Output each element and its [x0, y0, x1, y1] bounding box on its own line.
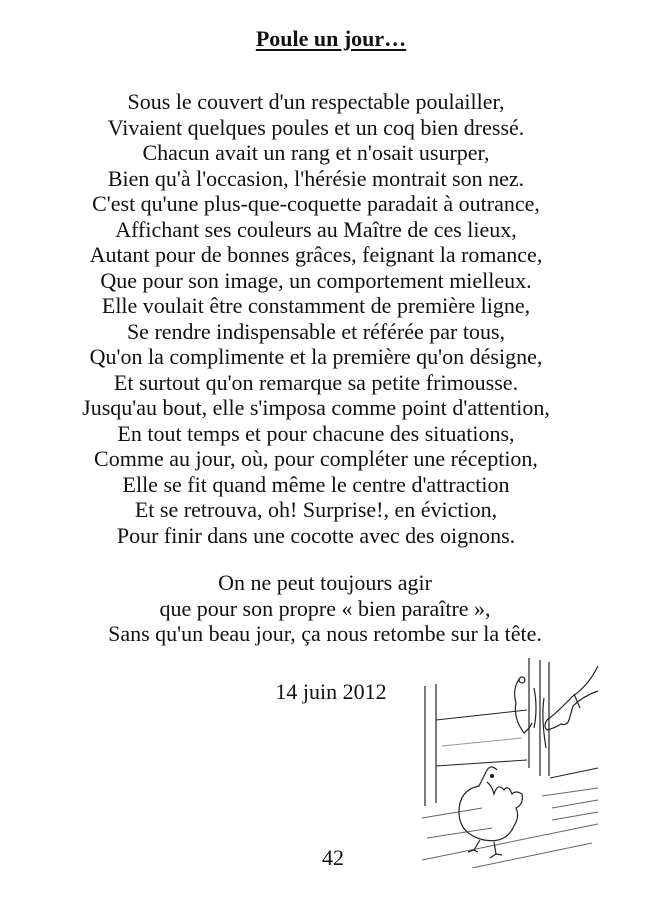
page-number: 42 [322, 845, 344, 870]
hand-with-arm [545, 666, 598, 730]
poem-title: Poule un jour… [255, 26, 407, 51]
verse-line: Jusqu'au bout, elle s'imposa comme point d'attention, [82, 395, 550, 420]
verse-line: Qu'on la complimente et la première qu'on désigne, [89, 344, 543, 369]
verse-line: En tout temps et pour chacune des situations, [117, 420, 515, 446]
verse-line: Sous le couvert d'un respectable poulailler, [127, 89, 505, 114]
verse-line: On ne peut toujours agir [218, 570, 432, 595]
fence-post-center [529, 658, 549, 776]
chicken-illustration [412, 648, 602, 868]
poem-stanza-2 [0, 570, 650, 647]
poem-date: 14 juin 2012 [275, 679, 387, 704]
verse-line: Et se retrouva, oh! Surprise!, en éviction, [134, 497, 498, 522]
verse-line: C'est qu'une plus-que-coquette paradait à outrance, [92, 191, 540, 216]
verse-line: Que pour son image, un comportement mielleux. [100, 267, 532, 293]
verse-line: Et surtout qu'on remarque sa petite frimousse. [113, 369, 519, 395]
verse-line: Pour finir dans une cocotte avec des oignons. [116, 522, 516, 548]
verse-line: Affichant ses couleurs au Maître de ces lieux, [115, 216, 517, 242]
verse-line: Sans qu'un beau jour, ça nous retombe sur la tête. [108, 621, 542, 646]
verse-line: Bien qu'à l'occasion, l'hérésie montrait son nez. [107, 165, 525, 191]
verse-line: Elle voulait être constamment de première ligne, [101, 293, 531, 318]
verse-line: Vivaient quelques poules et un coq bien dressé. [107, 114, 525, 140]
verse-line: que pour son propre « bien paraître », [159, 595, 491, 621]
verse-line: Chacun avait un rang et n'osait usurper, [142, 140, 490, 165]
verse-line: Comme au jour, où, pour compléter une réception, [94, 446, 538, 471]
verse-line: Se rendre indispensable et référée par tous, [126, 318, 506, 344]
verse-line: Elle se fit quand même le centre d'attraction [122, 471, 510, 497]
poem-stanza-1 [0, 89, 632, 548]
fence-post-left [425, 684, 436, 806]
verse-line: Autant pour de bonnes grâces, feignant la romance, [89, 242, 543, 267]
